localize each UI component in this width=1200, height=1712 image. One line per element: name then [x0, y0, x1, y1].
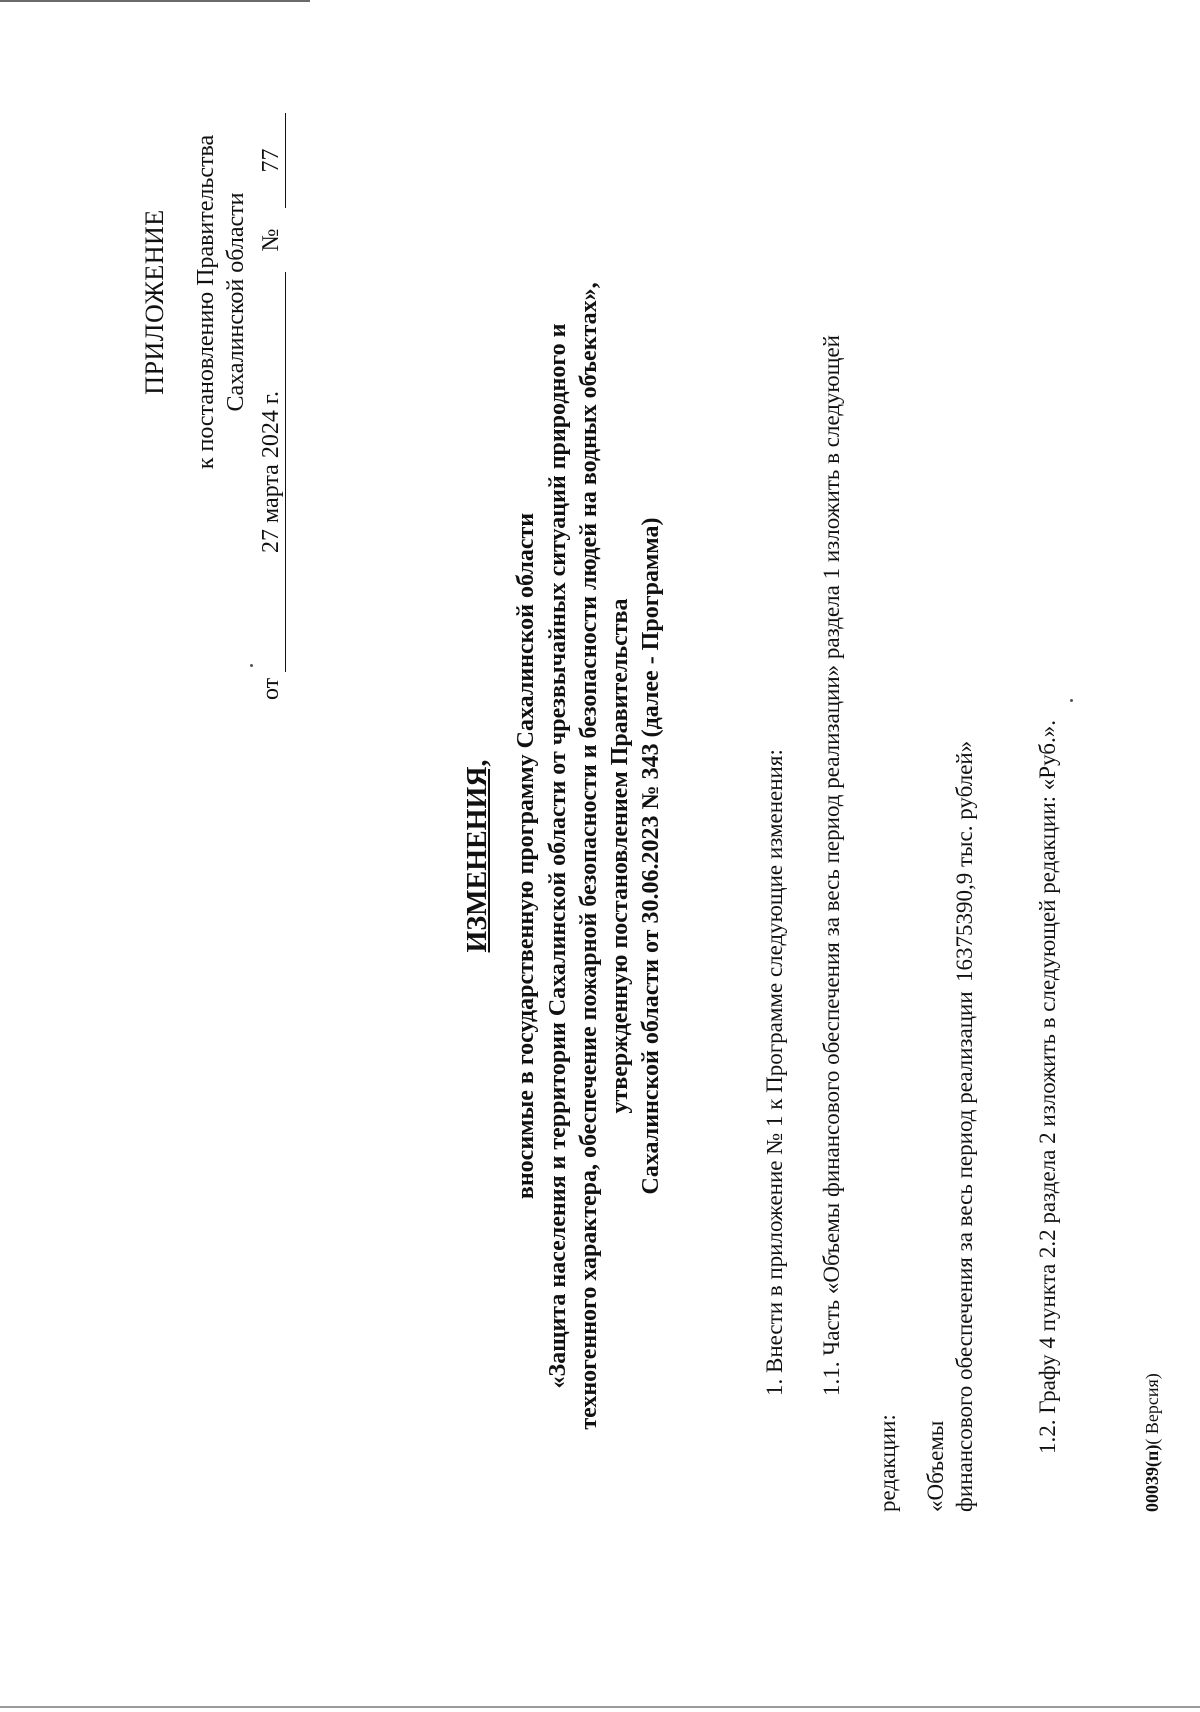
- subtitle-line: «Защита населения и территории Сахалинской области от чрезвычайных ситуаций природного и: [545, 323, 571, 1389]
- subtitle-line: вносимые в государственную программу Сахалинской области: [513, 512, 539, 1200]
- scan-speck: [250, 664, 253, 667]
- decree-reference-line1: к постановлению Правительства: [193, 134, 219, 470]
- decree-number: 77: [258, 113, 286, 208]
- subtitle-line: техногенного характера, обеспечение пожарной безопасности и безопасности людей на водных объектах»,: [576, 282, 602, 1430]
- appendix-heading: ПРИЛОЖЕНИЕ: [140, 209, 169, 395]
- paragraph-item-1: 1. Внести в приложение № 1 к Программе следующие изменения:: [762, 749, 787, 1396]
- subtitle-line: утвержденную постановлением Правительства: [607, 598, 633, 1114]
- quote-label-line1: «Объемы: [923, 1420, 948, 1512]
- quote-label-line2: финансового обеспечения за весь период реализации: [952, 991, 977, 1512]
- decree-reference-line2: Сахалинской области: [223, 192, 249, 412]
- document-title: ИЗМЕНЕНИЯ,: [462, 759, 493, 953]
- document-footer-code: [1142, 1373, 1163, 1512]
- footer-code: 00039(п): [1142, 1444, 1162, 1512]
- decree-date: 27 марта 2024 г.: [258, 272, 286, 672]
- quote-value: 16375390,9 тыс. рублей»: [952, 740, 977, 982]
- footer-version: ( Версия): [1142, 1373, 1162, 1445]
- from-label: от: [258, 677, 284, 700]
- subtitle-line: Сахалинской области от 30.06.2023 № 343 (далее - Программа): [638, 517, 664, 1195]
- paragraph-item-1-1-continuation: редакции:: [875, 1414, 900, 1512]
- decree-date-row: [258, 0, 286, 700]
- number-label: №: [258, 228, 284, 252]
- scan-speck: [1070, 699, 1073, 702]
- paragraph-item-1-2: 1.2. Графу 4 пункта 2.2 раздела 2 изложить в следующей редакции: «Руб.».: [1035, 720, 1060, 1454]
- paragraph-item-1-1: 1.1. Часть «Объемы финансового обеспечения за весь период реализации» раздела 1 изложить в следующей: [819, 335, 844, 1396]
